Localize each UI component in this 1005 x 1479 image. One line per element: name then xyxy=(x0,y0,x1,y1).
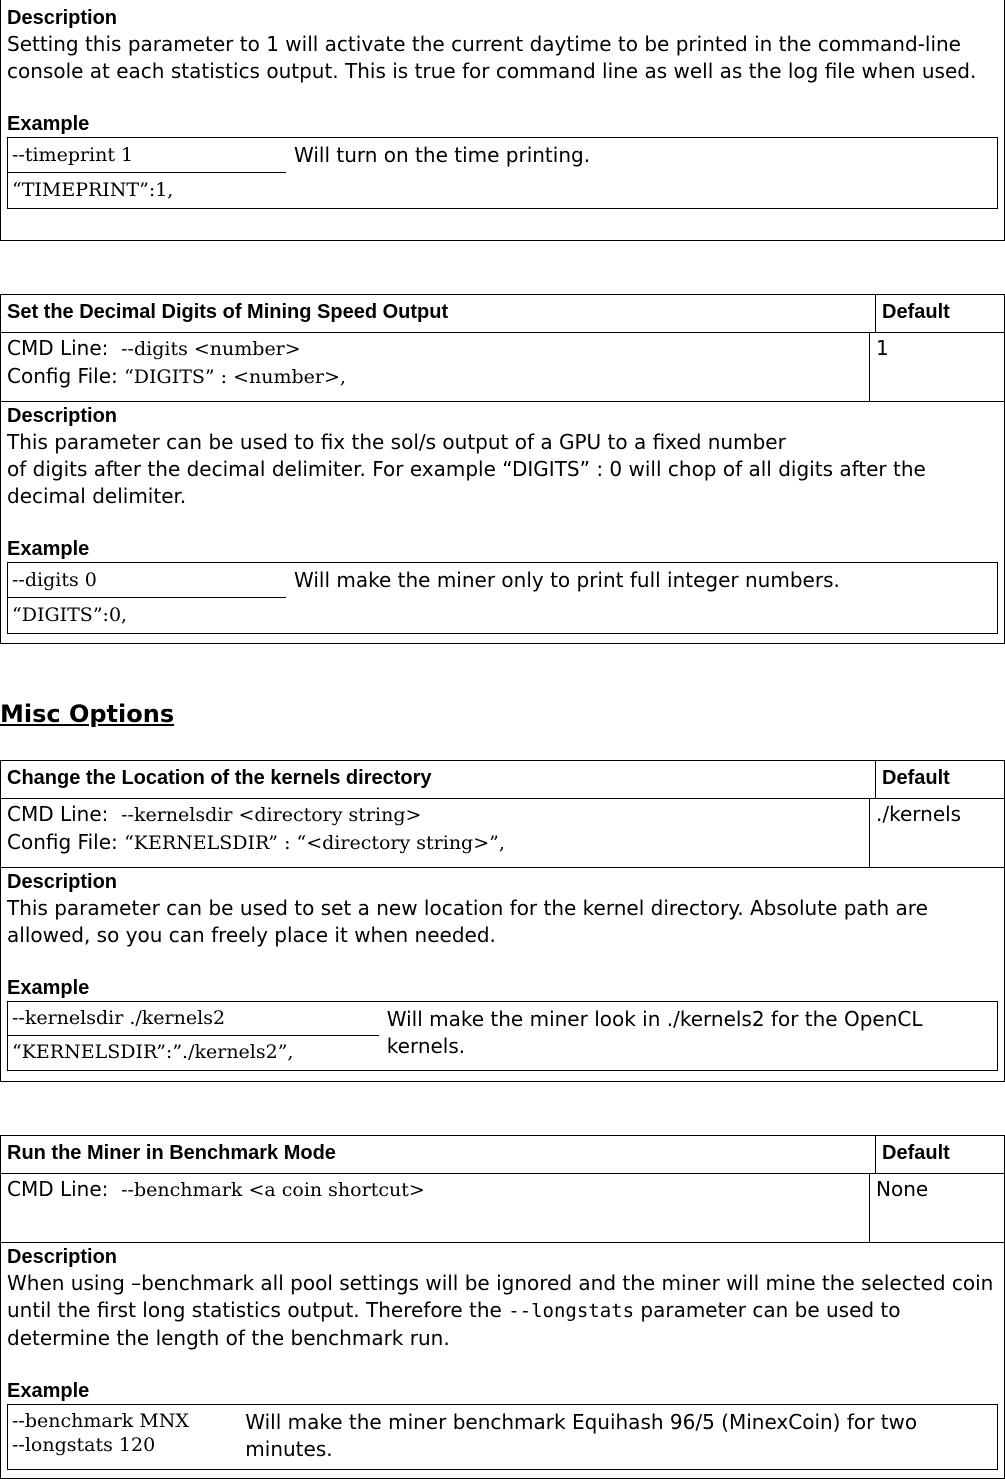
example-label: Example xyxy=(7,977,90,999)
digits-description-1: This parameter can be used to fix the sol/s output of a GPU to a fixed number xyxy=(7,430,786,454)
example-cmd: --timeprint 1 xyxy=(8,138,286,173)
example-cfg: “DIGITS”:0, xyxy=(12,604,128,626)
default-value: 1 xyxy=(876,336,889,360)
default-header: Default xyxy=(882,301,950,323)
benchmark-section xyxy=(0,1135,1005,1479)
cmd-line-label: CMD Line: xyxy=(7,802,109,826)
section-title: Run the Miner in Benchmark Mode xyxy=(1,1136,876,1173)
example-text: Will make the miner only to print full integer numbers. xyxy=(294,568,840,592)
config-value: “KERNELSDIR” : “<directory string>”, xyxy=(124,832,505,854)
example-cmd: --digits 0 xyxy=(8,563,286,598)
example-label: Example xyxy=(7,538,90,560)
timeprint-section xyxy=(0,0,1005,241)
example-label: Example xyxy=(7,113,90,135)
config-file-label: Config File: xyxy=(7,830,118,854)
timeprint-description: Setting this parameter to 1 will activate the current daytime to be printed in the command-line console at each statistics output. This is true for command line as well as the log file when used. xyxy=(7,32,977,83)
example-label: Example xyxy=(7,1380,90,1402)
default-value: ./kernels xyxy=(876,802,962,826)
example-cmd: --kernelsdir ./kernels2 xyxy=(8,1002,379,1036)
timeprint-example xyxy=(7,137,998,209)
description-label: Description xyxy=(7,871,118,893)
section-title: Change the Location of the kernels directory xyxy=(1,761,876,798)
default-value: None xyxy=(876,1177,929,1201)
config-value: “DIGITS” : <number>, xyxy=(124,366,346,388)
default-header: Default xyxy=(882,767,950,789)
benchmark-description-part-b: parameter can be used to determine the length of the benchmark run. xyxy=(7,1298,901,1350)
digits-description-2: of digits after the decimal delimiter. For example “DIGITS” : 0 will chop of all digits after the decimal delimiter. xyxy=(7,457,926,508)
benchmark-description-part-a: When using –benchmark all pool settings will be ignored and the miner will mine the selected coin until the first long statistics output. Therefore the xyxy=(7,1271,994,1322)
cmd-line-label: CMD Line: xyxy=(7,336,109,360)
kernels-example xyxy=(7,1001,998,1071)
example-cmd-2: --longstats 120 xyxy=(12,1434,156,1456)
example-text: Will turn on the time printing. xyxy=(294,143,591,167)
digits-example xyxy=(7,562,998,634)
benchmark-description xyxy=(7,1270,998,1352)
benchmark-example xyxy=(7,1404,998,1470)
longstats-code: --longstats xyxy=(508,1300,635,1322)
kernels-description: This parameter can be used to set a new location for the kernel directory. Absolute path are allowed, so you can freely place it when needed. xyxy=(7,896,928,947)
section-title: Set the Decimal Digits of Mining Speed Output xyxy=(1,295,876,332)
cmd-value: --digits <number> xyxy=(121,338,301,360)
kernels-section xyxy=(0,760,1005,1082)
example-cmd-1: --benchmark MNX xyxy=(12,1410,189,1432)
config-file-label: Config File: xyxy=(7,364,118,388)
cmd-line-label: CMD Line: xyxy=(7,1177,109,1201)
misc-options-heading: Misc Options xyxy=(0,700,175,728)
description-label: Description xyxy=(7,7,118,29)
example-text: Will make the miner look in ./kernels2 for the OpenCL kernels. xyxy=(386,1007,923,1058)
digits-section xyxy=(0,294,1005,644)
cmd-value: --benchmark <a coin shortcut> xyxy=(121,1179,425,1201)
cmd-value: --kernelsdir <directory string> xyxy=(121,804,422,826)
example-cfg: “TIMEPRINT”:1, xyxy=(12,179,174,201)
example-text: Will make the miner benchmark Equihash 96/5 (MinexCoin) for two minutes. xyxy=(245,1410,918,1461)
description-label: Description xyxy=(7,1246,118,1268)
description-label: Description xyxy=(7,405,118,427)
example-cfg: “KERNELSDIR”:”./kernels2”, xyxy=(12,1041,294,1063)
default-header: Default xyxy=(882,1142,950,1164)
